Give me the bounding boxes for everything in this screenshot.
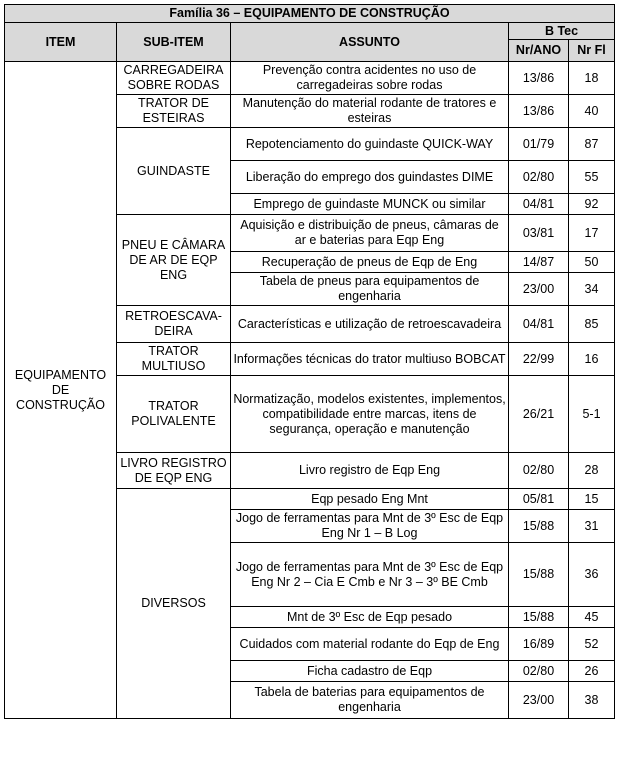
nrano-cell: 15/88 xyxy=(509,543,569,607)
nrano-cell: 16/89 xyxy=(509,628,569,661)
subitem-cell: TRATOR MULTIUSO xyxy=(117,343,231,376)
subitem-cell: PNEU E CÂMARA DE AR DE EQP ENG xyxy=(117,215,231,306)
nrano-cell: 05/81 xyxy=(509,489,569,510)
item-cell: EQUIPAMENTO DE CONSTRUÇÃO xyxy=(5,62,117,719)
subitem-cell: CARREGADEIRA SOBRE RODAS xyxy=(117,62,231,95)
header-assunto: ASSUNTO xyxy=(231,23,509,62)
nrfl-cell: 55 xyxy=(569,161,615,194)
nrfl-cell: 50 xyxy=(569,252,615,273)
assunto-cell: Livro registro de Eqp Eng xyxy=(231,453,509,489)
nrano-cell: 14/87 xyxy=(509,252,569,273)
nrano-cell: 04/81 xyxy=(509,306,569,343)
nrfl-cell: 26 xyxy=(569,661,615,682)
header-nrfl: Nr Fl xyxy=(569,40,615,62)
nrfl-cell: 17 xyxy=(569,215,615,252)
nrfl-cell: 5-1 xyxy=(569,376,615,453)
assunto-cell: Eqp pesado Eng Mnt xyxy=(231,489,509,510)
subitem-cell: GUINDASTE xyxy=(117,128,231,215)
assunto-cell: Características e utilização de retroescavadeira xyxy=(231,306,509,343)
table-title: Família 36 – EQUIPAMENTO DE CONSTRUÇÃO xyxy=(5,5,615,23)
nrano-cell: 03/81 xyxy=(509,215,569,252)
nrano-cell: 23/00 xyxy=(509,273,569,306)
subitem-cell: LIVRO REGISTRO DE EQP ENG xyxy=(117,453,231,489)
assunto-cell: Manutenção do material rodante de tratores e esteiras xyxy=(231,95,509,128)
nrano-cell: 02/80 xyxy=(509,661,569,682)
subitem-cell: TRATOR POLIVALENTE xyxy=(117,376,231,453)
nrfl-cell: 31 xyxy=(569,510,615,543)
header-nrano: Nr/ANO xyxy=(509,40,569,62)
assunto-cell: Aquisição e distribuição de pneus, câmaras de ar e baterias para Eqp Eng xyxy=(231,215,509,252)
assunto-cell: Mnt de 3º Esc de Eqp pesado xyxy=(231,607,509,628)
header-subitem: SUB-ITEM xyxy=(117,23,231,62)
nrfl-cell: 16 xyxy=(569,343,615,376)
nrfl-cell: 87 xyxy=(569,128,615,161)
nrfl-cell: 38 xyxy=(569,682,615,719)
family-table xyxy=(4,4,615,719)
assunto-cell: Jogo de ferramentas para Mnt de 3º Esc de Eqp Eng Nr 2 – Cia E Cmb e Nr 3 – 3º BE Cmb xyxy=(231,543,509,607)
nrano-cell: 02/80 xyxy=(509,453,569,489)
nrano-cell: 02/80 xyxy=(509,161,569,194)
header-item: ITEM xyxy=(5,23,117,62)
assunto-cell: Recuperação de pneus de Eqp de Eng xyxy=(231,252,509,273)
nrano-cell: 22/99 xyxy=(509,343,569,376)
assunto-cell: Ficha cadastro de Eqp xyxy=(231,661,509,682)
assunto-cell: Repotenciamento do guindaste QUICK-WAY xyxy=(231,128,509,161)
assunto-cell: Prevenção contra acidentes no uso de carregadeiras sobre rodas xyxy=(231,62,509,95)
table-row xyxy=(5,62,615,95)
assunto-cell: Emprego de guindaste MUNCK ou similar xyxy=(231,194,509,215)
nrano-cell: 01/79 xyxy=(509,128,569,161)
nrano-cell: 13/86 xyxy=(509,95,569,128)
header-btec: B Tec xyxy=(509,23,615,40)
subitem-cell: TRATOR DE ESTEIRAS xyxy=(117,95,231,128)
nrano-cell: 13/86 xyxy=(509,62,569,95)
assunto-cell: Normatização, modelos existentes, implementos, compatibilidade entre marcas, itens de segurança, operação e manutenção xyxy=(231,376,509,453)
nrano-cell: 15/88 xyxy=(509,510,569,543)
nrfl-cell: 92 xyxy=(569,194,615,215)
nrfl-cell: 85 xyxy=(569,306,615,343)
nrfl-cell: 18 xyxy=(569,62,615,95)
table-body xyxy=(5,62,615,719)
nrfl-cell: 52 xyxy=(569,628,615,661)
assunto-cell: Cuidados com material rodante do Eqp de Eng xyxy=(231,628,509,661)
document-page xyxy=(4,4,614,719)
assunto-cell: Tabela de baterias para equipamentos de engenharia xyxy=(231,682,509,719)
assunto-cell: Jogo de ferramentas para Mnt de 3º Esc de Eqp Eng Nr 1 – B Log xyxy=(231,510,509,543)
subitem-cell: RETROESCAVA-DEIRA xyxy=(117,306,231,343)
assunto-cell: Liberação do emprego dos guindastes DIME xyxy=(231,161,509,194)
nrano-cell: 26/21 xyxy=(509,376,569,453)
nrfl-cell: 28 xyxy=(569,453,615,489)
assunto-cell: Tabela de pneus para equipamentos de engenharia xyxy=(231,273,509,306)
nrfl-cell: 36 xyxy=(569,543,615,607)
nrfl-cell: 45 xyxy=(569,607,615,628)
nrano-cell: 04/81 xyxy=(509,194,569,215)
nrano-cell: 23/00 xyxy=(509,682,569,719)
subitem-cell: DIVERSOS xyxy=(117,489,231,719)
nrfl-cell: 34 xyxy=(569,273,615,306)
nrano-cell: 15/88 xyxy=(509,607,569,628)
assunto-cell: Informações técnicas do trator multiuso BOBCAT xyxy=(231,343,509,376)
nrfl-cell: 40 xyxy=(569,95,615,128)
nrfl-cell: 15 xyxy=(569,489,615,510)
